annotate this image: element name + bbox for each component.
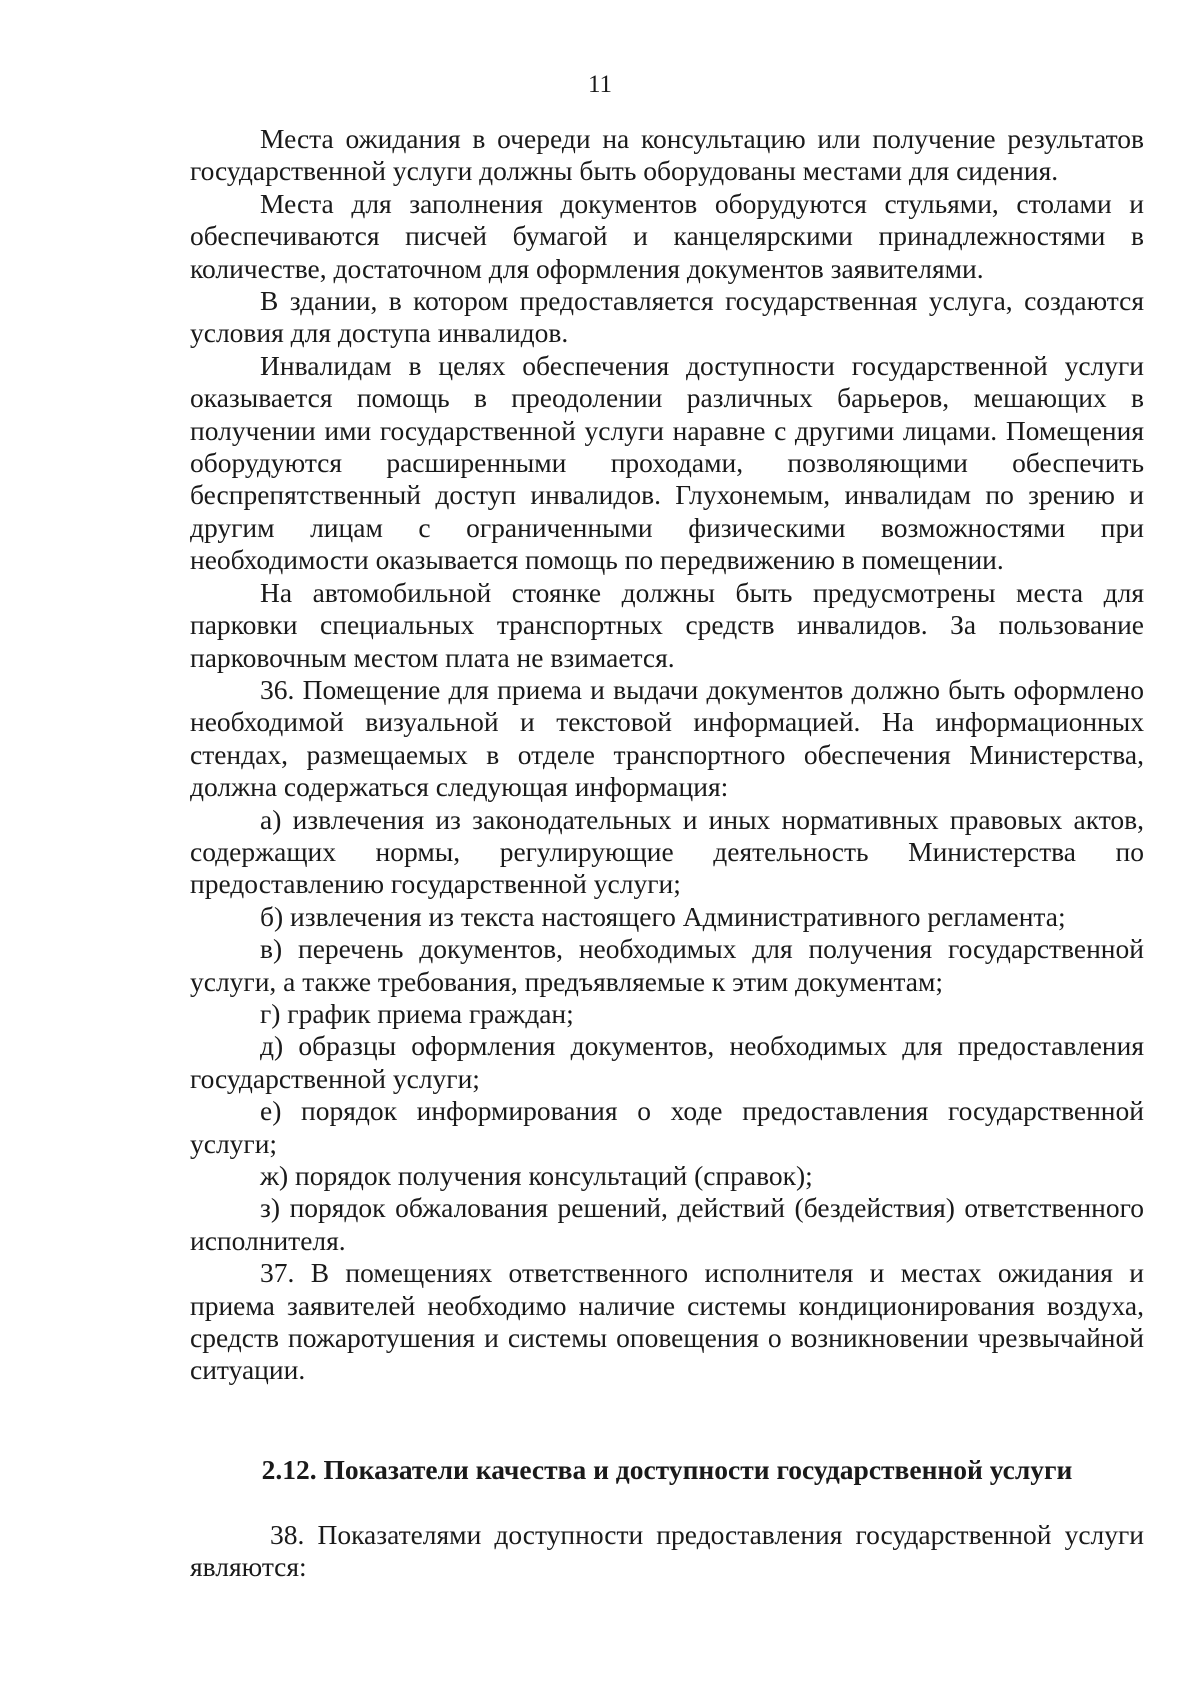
list-item: б) извлечения из текста настоящего Административного регламента; xyxy=(260,900,1066,932)
list-item: ж) порядок получения консультаций (справок); xyxy=(260,1160,813,1191)
list-item: г) график приема граждан; xyxy=(260,997,574,1029)
list-item: з) порядок обжалования решений, действий (бездействия) ответственного исполнителя. xyxy=(190,1192,1144,1256)
paragraph: На автомобильной стоянке должны быть предусмотрены места для парковки специальных транспортных средств инвалидов. За пользование парковочным местом плата не взимается. xyxy=(190,576,1144,673)
list-item: е) порядок информирования о ходе предоставления государственной услуги; xyxy=(190,1095,1144,1159)
list-item: д) образцы оформления документов, необходимых для предоставления государственной услуги; xyxy=(190,1030,1144,1094)
document-body xyxy=(190,123,1144,1387)
list-item: а) извлечения из законодательных и иных нормативных правовых актов, содержащих нормы, регулирующие деятельность Министерства по предоставлению государственной услуги; xyxy=(190,803,1144,900)
paragraph: В здании, в котором предоставляется государственная услуга, создаются условия для доступа инвалидов. xyxy=(190,285,1144,349)
paragraph: 38. Показателями доступности предоставления государственной услуги являются: xyxy=(190,1519,1144,1583)
paragraph: 36. Помещение для приема и выдачи документов должно быть оформлено необходимой визуальной и текстовой информацией. На информационных стендах, размещаемых в отделе транспортного обеспечения Министерства, должна содержаться следующая информация: xyxy=(190,673,1144,803)
paragraph: Места ожидания в очереди на консультацию или получение результатов государственной услуги должны быть оборудованы местами для сидения. xyxy=(190,123,1144,187)
paragraph: Места для заполнения документов оборудуются стульями, столами и обеспечиваются писчей бумагой и канцелярскими принадлежностями в количестве, достаточном для оформления документов заявителями. xyxy=(190,187,1144,284)
list-item: в) перечень документов, необходимых для получения государственной услуги, а также требования, предъявляемые к этим документам; xyxy=(190,933,1144,997)
paragraph: 37. В помещениях ответственного исполнителя и местах ожидания и приема заявителей необходимо наличие системы кондиционирования воздуха, средств пожаротушения и системы оповещения о возникновении чрезвычайной ситуации. xyxy=(190,1257,1144,1386)
section-heading: 2.12. Показатели качества и доступности государственной услуги xyxy=(261,1454,1073,1485)
section-body xyxy=(190,1519,1144,1584)
paragraph: Инвалидам в целях обеспечения доступности государственной услуги оказывается помощь в преодолении различных барьеров, мешающих в получении ими государственной услуги наравне с другими лицами. Помещения оборудуются расширенными проходами, позволяющими обеспечить беспрепятственный доступ инвалидов. Глухонемым, инвалидам по зрению и другим лицам с ограниченными физическими возможностями при необходимости оказывается помощь по передвижению в помещении. xyxy=(190,349,1144,576)
page-number: 11 xyxy=(587,71,613,98)
